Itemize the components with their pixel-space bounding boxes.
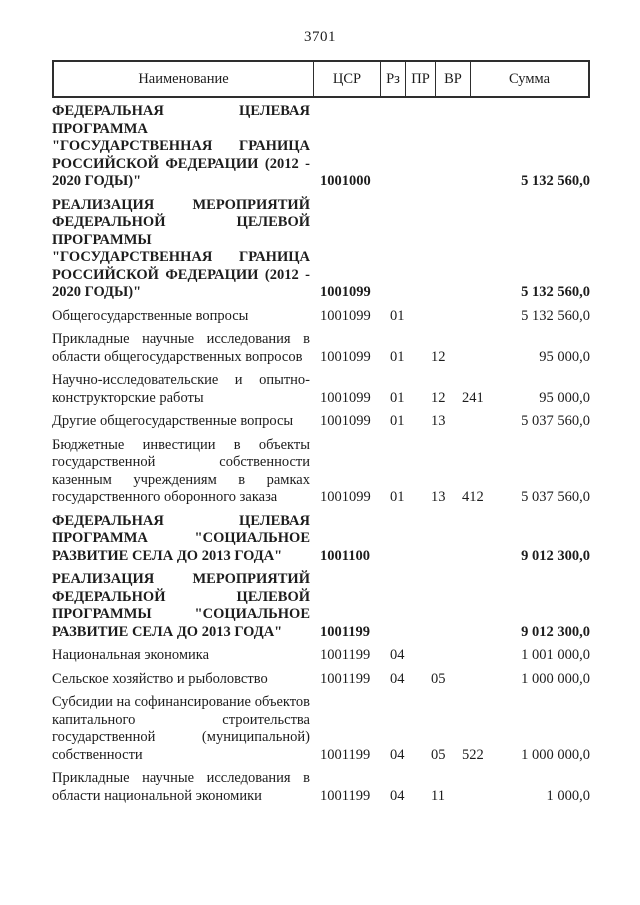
table-row <box>52 513 590 566</box>
row-rz-code: 01 <box>390 348 405 365</box>
row-csr-code: 1001099 <box>320 307 371 324</box>
row-rz-code: 04 <box>390 647 405 663</box>
row-name: Бюджетные инвестиции в объекты государственной собственности казенным учреждениям в рамках государственного оборонного заказа <box>52 436 310 505</box>
table-row <box>52 770 590 805</box>
table-row <box>52 103 590 191</box>
row-csr-code: 1001099 <box>320 413 371 429</box>
table-row <box>52 413 590 431</box>
row-rz-code: 01 <box>390 489 405 505</box>
table-row <box>52 372 590 407</box>
row-sum-value: 5 132 560,0 <box>521 173 590 189</box>
row-sum-value: 1 000,0 <box>546 787 590 804</box>
budget-table <box>52 60 590 811</box>
row-pr-code: 13 <box>431 413 446 429</box>
table-row <box>52 571 590 641</box>
row-pr-code: 11 <box>431 787 445 804</box>
row-sum-value: 5 132 560,0 <box>521 307 590 324</box>
row-sum-value: 5 037 560,0 <box>521 413 590 429</box>
row-sum-value: 9 012 300,0 <box>521 623 590 640</box>
row-name: РЕАЛИЗАЦИЯ МЕРОПРИЯТИЙ ФЕДЕРАЛЬНОЙ ЦЕЛЕВОЙ ПРОГРАММЫ "СОЦИАЛЬНОЕ РАЗВИТИЕ СЕЛА ДО 2013 ГОДА" <box>52 571 310 640</box>
row-vr-code: 522 <box>462 746 484 763</box>
row-csr-code: 1001199 <box>320 647 371 663</box>
column-header-rz: Рз <box>380 62 405 96</box>
row-rz-code: 01 <box>390 389 405 406</box>
table-row <box>52 308 590 326</box>
column-header-name: Наименование <box>138 70 229 87</box>
row-name: Другие общегосударственные вопросы <box>52 413 294 429</box>
row-pr-code: 13 <box>431 489 446 505</box>
row-name: Сельское хозяйство и рыболовство <box>52 670 268 687</box>
row-rz-code: 01 <box>390 307 405 324</box>
row-csr-code: 1001199 <box>320 670 371 687</box>
row-name: ФЕДЕРАЛЬНАЯ ЦЕЛЕВАЯ ПРОГРАММА "СОЦИАЛЬНОЕ РАЗВИТИЕ СЕЛА ДО 2013 ГОДА" <box>52 512 310 564</box>
row-csr-code: 1001099 <box>320 348 371 365</box>
row-csr-code: 1001000 <box>320 173 371 189</box>
row-sum-value: 1 001 000,0 <box>521 647 590 663</box>
row-csr-code: 1001100 <box>320 547 370 564</box>
row-sum-value: 95 000,0 <box>539 389 590 406</box>
table-row <box>52 647 590 665</box>
row-rz-code: 01 <box>390 413 405 429</box>
table-header <box>52 60 590 98</box>
column-header-pr: ПР <box>405 62 435 96</box>
row-name: Прикладные научные исследования в области национальной экономики <box>52 770 310 804</box>
table-row <box>52 694 590 764</box>
row-csr-code: 1001099 <box>320 489 371 505</box>
row-sum-value: 5 037 560,0 <box>521 489 590 505</box>
row-name: ФЕДЕРАЛЬНАЯ ЦЕЛЕВАЯ ПРОГРАММА "ГОСУДАРСТВЕННАЯ ГРАНИЦА РОССИЙСКОЙ ФЕДЕРАЦИИ (2012 - 2020 ГОДЫ)" <box>52 103 310 189</box>
row-rz-code: 04 <box>390 787 405 804</box>
row-name: Прикладные научные исследования в области общегосударственных вопросов <box>52 331 310 365</box>
row-sum-value: 1 000 000,0 <box>521 746 590 763</box>
row-name: РЕАЛИЗАЦИЯ МЕРОПРИЯТИЙ ФЕДЕРАЛЬНОЙ ЦЕЛЕВОЙ ПРОГРАММЫ "ГОСУДАРСТВЕННАЯ ГРАНИЦА РОССИЙСКОЙ ФЕДЕРАЦИИ (2012 - 2020 ГОДЫ)" <box>52 196 310 300</box>
row-csr-code: 1001099 <box>320 389 371 406</box>
row-name: Общегосударственные вопросы <box>52 307 249 324</box>
row-csr-code: 1001099 <box>320 284 371 300</box>
row-sum-value: 1 000 000,0 <box>521 670 590 687</box>
row-name: Субсидии на софинансирование объектов капитального строительства государственной (муниципальной) собственности <box>52 694 310 763</box>
row-sum-value: 95 000,0 <box>539 348 590 365</box>
row-name: Научно-исследовательские и опытно-конструкторские работы <box>52 372 310 406</box>
row-csr-code: 1001199 <box>320 746 371 763</box>
row-pr-code: 05 <box>431 746 446 763</box>
row-csr-code: 1001199 <box>320 787 371 804</box>
row-sum-value: 5 132 560,0 <box>521 284 590 300</box>
column-header-csr: ЦСР <box>313 62 380 96</box>
table-row <box>52 331 590 366</box>
row-name: Национальная экономика <box>52 647 210 663</box>
row-pr-code: 12 <box>431 348 446 365</box>
row-vr-code: 241 <box>462 389 484 406</box>
table-row <box>52 671 590 689</box>
row-pr-code: 12 <box>431 389 446 406</box>
row-vr-code: 412 <box>462 489 484 505</box>
table-row <box>52 437 590 507</box>
row-pr-code: 05 <box>431 670 446 687</box>
table-row <box>52 197 590 302</box>
row-rz-code: 04 <box>390 746 405 763</box>
column-header-vr: ВР <box>435 62 470 96</box>
row-rz-code: 04 <box>390 670 405 687</box>
column-header-sum: Сумма <box>470 62 588 96</box>
row-csr-code: 1001199 <box>320 623 370 640</box>
page-number: 3701 <box>304 29 336 45</box>
row-sum-value: 9 012 300,0 <box>521 547 590 564</box>
table-body <box>52 98 590 805</box>
